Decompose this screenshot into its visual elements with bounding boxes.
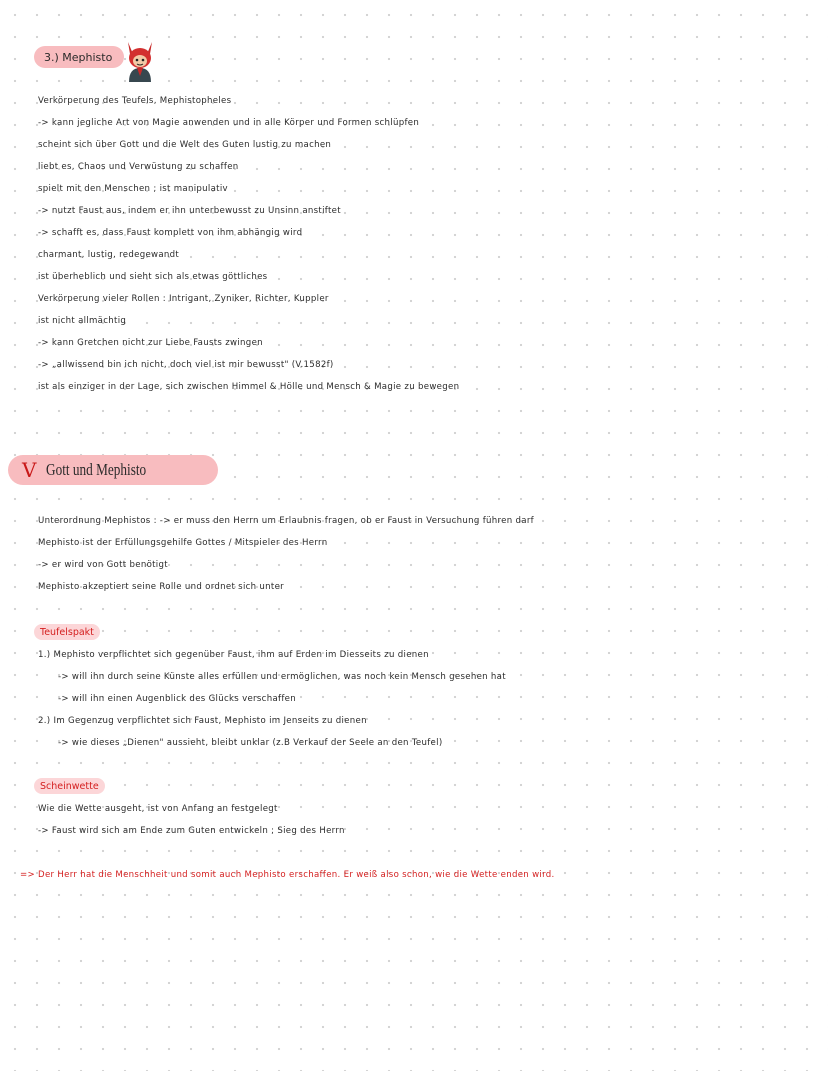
bet-line-1: Wie die Wette ausgeht, ist von Anfang an festgelegt — [38, 804, 278, 814]
mephisto-line-10: Verkörperung vieler Rollen : Intrigant, Zyniker, Richter, Kuppler — [38, 294, 329, 304]
pact-line-2: -> will ihn durch seine Künste alles erfüllen und ermöglichen, was noch kein Mensch gesehen hat — [58, 672, 506, 682]
pact-line-4: 2.) Im Gegenzug verpflichtet sich Faust, Mephisto im Jenseits zu dienen — [38, 716, 367, 726]
pact-line-3: -> will ihn einen Augenblick des Glücks verschaffen — [58, 694, 296, 704]
gott-line-1: Unterordnung Mephistos : -> er muss den Herrn um Erlaubnis fragen, ob er Faust in Versuchung führen darf — [38, 516, 535, 526]
bet-line-2: -> Faust wird sich am Ende zum Guten entwickeln ; Sieg des Herrn — [38, 826, 345, 836]
gott-line-3: -> er wird von Gott benötigt — [38, 560, 168, 570]
mephisto-line-4: liebt es, Chaos und Verwüstung zu schaffen — [38, 162, 239, 172]
mephisto-line-5: spielt mit den Menschen ; ist manipulativ — [38, 184, 228, 194]
mephisto-line-6: -> nutzt Faust aus, indem er ihn unterbewusst zu Unsinn anstiftet — [38, 206, 341, 216]
gott-line-4: Mephisto akzeptiert seine Rolle und ordnet sich unter — [38, 582, 285, 592]
section-5-numeral: V — [22, 458, 37, 482]
devil-mephisto-icon — [120, 38, 160, 84]
teufelspakt-label: Teufelspakt — [34, 624, 100, 640]
section-5-heading — [8, 455, 218, 485]
mephisto-line-3: scheint sich über Gott und die Welt des Guten lustig zu machen — [38, 140, 332, 150]
pact-line-1: 1.) Mephisto verpflichtet sich gegenüber Faust, ihm auf Erden im Diesseits zu dienen — [38, 650, 429, 660]
mephisto-line-1: Verkörperung des Teufels, Mephistopheles — [38, 96, 232, 106]
mephisto-line-14: ist als einziger in der Lage, sich zwischen Himmel & Hölle und Mensch & Magie zu bewegen — [38, 382, 460, 392]
mephisto-line-12: -> kann Gretchen nicht zur Liebe Fausts zwingen — [38, 338, 263, 348]
pact-line-5: -> wie dieses „Dienen" aussieht, bleibt unklar (z.B Verkauf der Seele an den Teufel) — [58, 738, 443, 748]
mephisto-line-2: -> kann jegliche Art von Magie anwenden und in alle Körper und Formen schlüpfen — [38, 118, 420, 128]
section-3-heading — [34, 46, 124, 68]
mephisto-line-8: charmant, lustig, redegewandt — [38, 250, 180, 260]
gott-line-2: Mephisto ist der Erfüllungsgehilfe Gottes / Mitspieler des Herrn — [38, 538, 328, 548]
mephisto-line-7: -> schafft es, dass Faust komplett von ihm abhängig wird — [38, 228, 303, 238]
section-3-heading-text: 3.) Mephisto — [44, 50, 113, 64]
section-5-title: Gott und Mephisto — [46, 460, 147, 479]
scheinwette-label: Scheinwette — [34, 778, 105, 794]
mephisto-line-9: ist überheblich und sieht sich als etwas göttliches — [38, 272, 268, 282]
mephisto-line-11: ist nicht allmächtig — [38, 316, 127, 326]
mephisto-line-13: -> „allwissend bin ich nicht, doch viel ist mir bewusst" (V.1582f) — [38, 360, 334, 370]
conclusion-line: => Der Herr hat die Menschheit und somit auch Mephisto erschaffen. Er weiß also schon, wie die Wette enden wird. — [20, 870, 555, 880]
